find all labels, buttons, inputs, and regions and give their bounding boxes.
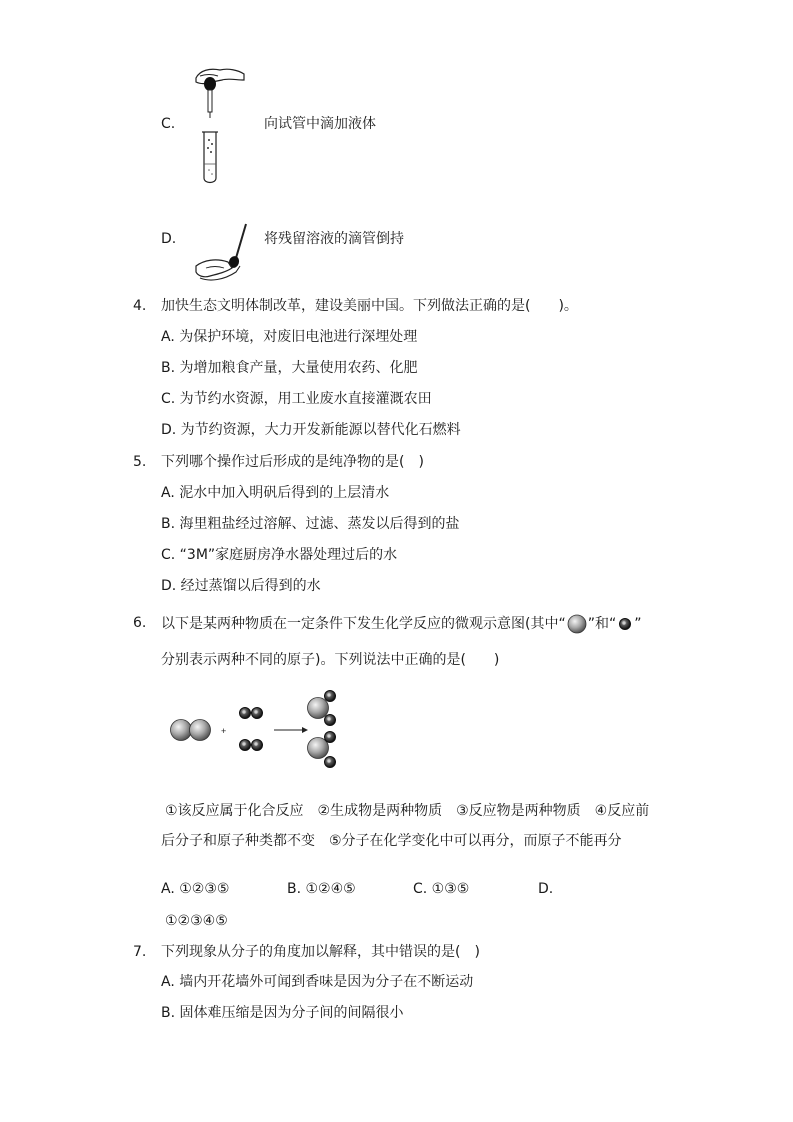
big-atom-molecule xyxy=(171,720,211,741)
q6-choice-a: A. ①②③⑤ xyxy=(161,881,230,897)
small-atom-legend-icon xyxy=(618,617,632,631)
q4-stem: 加快生态文明体制改革，建设美丽中国。下列做法正确的是( )。 xyxy=(161,298,578,314)
q3-option-c-text: 向试管中滴加液体 xyxy=(264,116,376,132)
q7-option-a: A. 墙内开花墙外可闻到香味是因为分子在不断运动 xyxy=(161,974,474,990)
q3-option-c-letter: C. xyxy=(161,116,176,132)
q4-option-c: C. 为节约水资源，用工业废水直接灌溉农田 xyxy=(161,391,432,407)
q6-stem-line2: 分别表示两种不同的原子)。下列说法中正确的是( ) xyxy=(161,652,500,668)
q6-stem-line1 xyxy=(161,614,642,634)
q7-option-b: B. 固体难压缩是因为分子间的间隔很小 xyxy=(161,1005,404,1021)
q7-stem: 下列现象从分子的角度加以解释，其中错误的是( ) xyxy=(161,944,480,960)
q6-choice-d-letter: D. xyxy=(538,881,554,897)
q6-stem-part-a: 以下是某两种物质在一定条件下发生化学反应的微观示意图(其中“ xyxy=(161,616,566,632)
reaction-arrow xyxy=(274,727,308,733)
reaction-plus-sign: + xyxy=(221,726,227,736)
q3-option-d-text: 将残留溶液的滴管倒持 xyxy=(264,231,404,247)
q3-option-d-letter: D. xyxy=(161,231,177,247)
big-atom-legend-icon xyxy=(567,614,587,634)
reaction-micro-diagram xyxy=(160,686,360,772)
inverted-dropper-hand-illustration xyxy=(192,222,252,284)
q6-stem-part-c: ” xyxy=(634,616,642,632)
small-atom-molecule-2 xyxy=(240,740,263,751)
q7-number: 7. xyxy=(133,944,147,960)
small-atom-molecule-1 xyxy=(240,708,263,719)
q4-option-d: D. 为节约资源，大力开发新能源以替代化石燃料 xyxy=(161,422,461,438)
product-molecule-2 xyxy=(308,732,336,768)
q6-statements-line1: ①该反应属于化合反应 ②生成物是两种物质 ③反应物是两种物质 ④反应前 xyxy=(165,803,650,819)
q4-option-a: A. 为保护环境，对废旧电池进行深埋处理 xyxy=(161,329,418,345)
q5-option-d: D. 经过蒸馏以后得到的水 xyxy=(161,578,321,594)
q6-stem-part-b: ”和“ xyxy=(587,616,617,632)
q5-option-a: A. 泥水中加入明矾后得到的上层清水 xyxy=(161,485,390,501)
q6-choice-d-text: ①②③④⑤ xyxy=(165,913,228,929)
q6-statements-line2: 后分子和原子种类都不变 ⑤分子在化学变化中可以再分，而原子不能再分 xyxy=(161,833,622,849)
q6-choice-b: B. ①②④⑤ xyxy=(287,881,356,897)
q4-option-b: B. 为增加粮食产量，大量使用农药、化肥 xyxy=(161,360,418,376)
product-molecule-1 xyxy=(308,691,336,726)
dropper-into-test-tube-illustration xyxy=(190,64,252,186)
q6-choice-c: C. ①③⑤ xyxy=(413,881,470,897)
q6-number: 6. xyxy=(133,615,147,631)
q5-option-b: B. 海里粗盐经过溶解、过滤、蒸发以后得到的盐 xyxy=(161,516,460,532)
q4-number: 4. xyxy=(133,298,147,314)
q5-option-c: C. “3M”家庭厨房净水器处理过后的水 xyxy=(161,547,398,563)
q5-stem: 下列哪个操作过后形成的是纯净物的是( ) xyxy=(161,454,424,470)
q5-number: 5. xyxy=(133,454,147,470)
